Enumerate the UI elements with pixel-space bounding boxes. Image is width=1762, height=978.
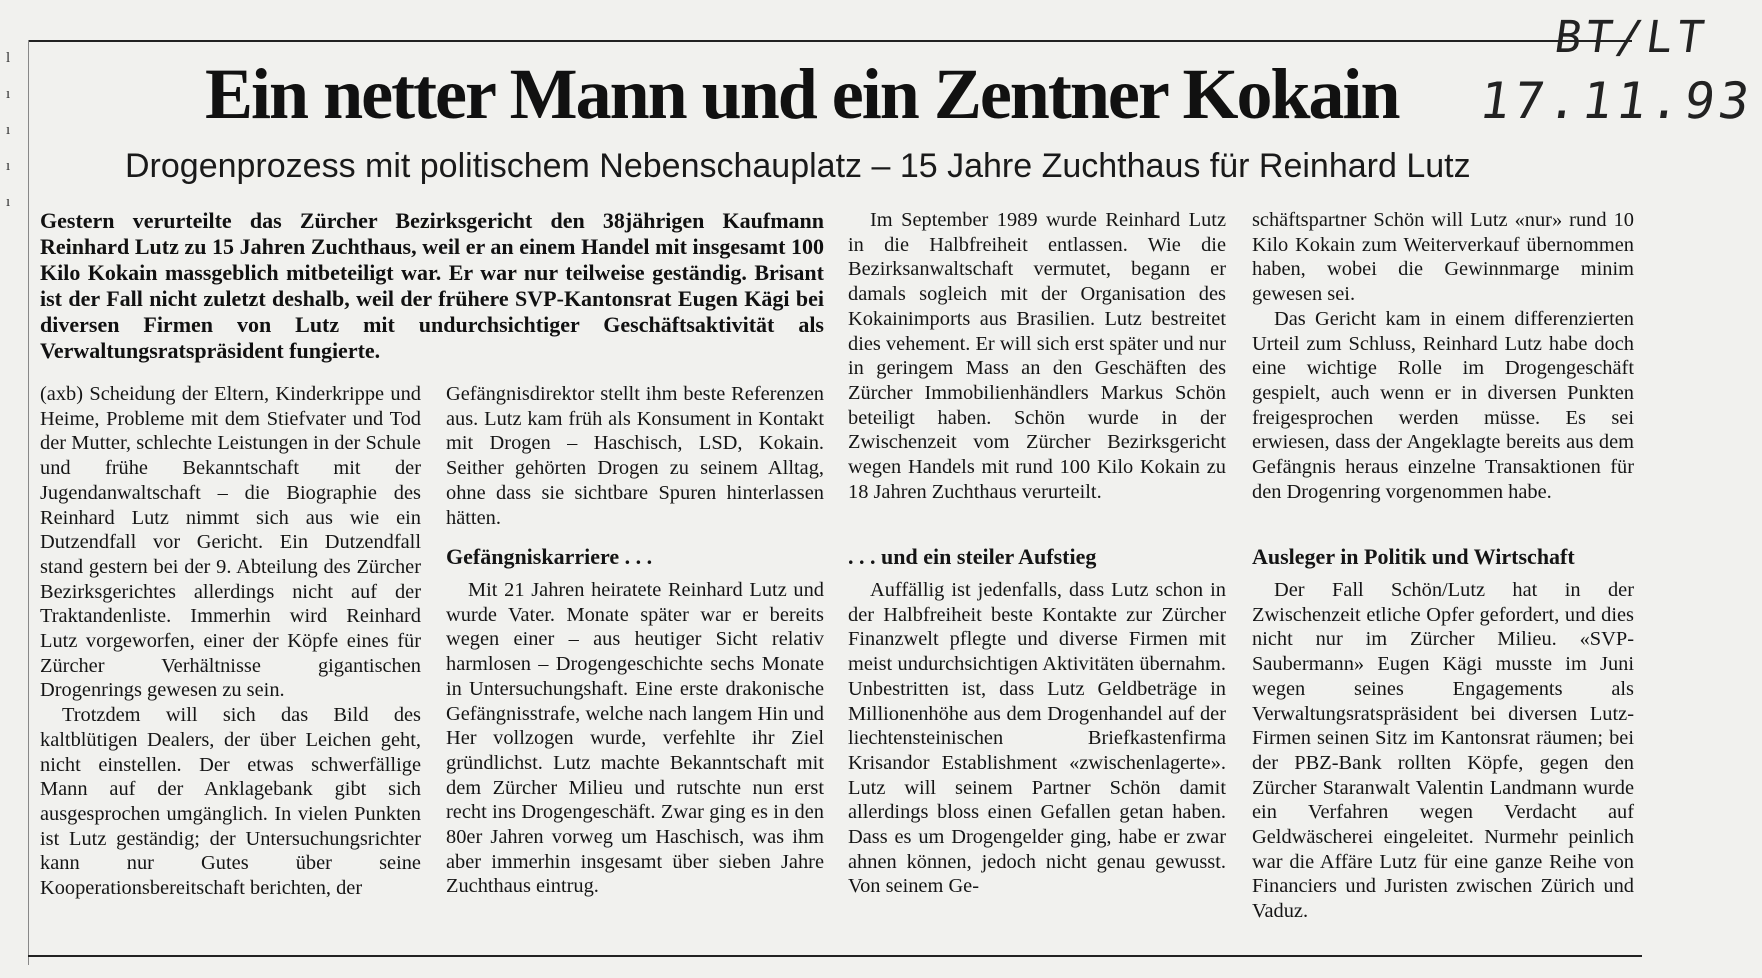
bottom-rule xyxy=(28,955,1642,957)
column-1-paragraph-2: Trotzdem will sich das Bild des kaltblütigen Dealers, der über Leichen geht, nicht einstellen. Der etwas schwerfällige Mann auf der Anklagebank gibt sich ausgesprochen umgänglich. In vielen Punkten ist Lutz geständig; der Untersuchungsrichter kann nur Gutes über seine Kooperationsbereitschaft berichten, der xyxy=(40,704,421,900)
column-2-subhead: Gefängniskarriere . . . xyxy=(446,544,653,569)
column-4-paragraph-3: Der Fall Schön/Lutz hat in der Zwischenzeit etliche Opfer gefordert, und dies nicht nur im Zürcher Milieu. «SVP-Saubermann» Eugen Kägi musste im Juni wegen seines Engagements als Verwaltungsratspräsident bei diversen Lutz-Firmen seinen Sitz im Kantonsrat räumen; bei der PBZ-Bank rollten Köpfe, gegen den Zürcher Staranwalt Valentin Landmann wurde ein Verfahren wegen Verdacht auf Geldwäscherei eingeleitet. Nurmehr peinlich war die Affäre Lutz für eine ganze Reihe von Financiers und Juristen zwischen Zürich und Vaduz. xyxy=(1252,579,1634,923)
column-3-paragraph-1: Im September 1989 wurde Reinhard Lutz in die Halbfreiheit entlassen. Wie die Bezirksanwaltschaft vermutet, begann er damals sogleich mit der Organisation des Kokainimports aus Brasilien. Lutz bestreitet dies vehement. Er will sich erst später und nur in geringem Mass an den Geschäften des Zürcher Immobilienhändlers Markus Schön beteiligt haben. Schön wurde in der Zwischenzeit vom Zürcher Bezirksgericht wegen Handels mit rund 100 Kilo Kokain zu 18 Jahren Zuchthaus verurteilt. xyxy=(848,209,1226,503)
lead-paragraph: Gestern verurteilte das Zürcher Bezirksgericht den 38jährigen Kaufmann Reinhard Lutz zu 15 Jahren Zuchthaus, weil er an einem Handel mit insgesamt 100 Kilo Kokain massgeblich mitbeteiligt war. Er war nur teilweise geständig. Brisant ist der Fall nicht zuletzt deshalb, weil der frühere SVP-Kantonsrat Eugen Kägi bei diversen Firmen von Lutz mit undurchsichtiger Geschäftsaktivität als Verwaltungsratspräsident fungierte. xyxy=(40,208,824,363)
column-2-bottom xyxy=(446,578,824,899)
column-2-top xyxy=(446,382,824,530)
column-2-paragraph-2: Mit 21 Jahren heiratete Reinhard Lutz und wurde Vater. Monate später war er bereits wegen einer – aus heutiger Sicht relativ harmlosen – Drogengeschichte sechs Monate in Untersuchungshaft. Eine erste drakonische Gefängnisstrafe, welche nach langem Hin und Her vollzogen wurde, verfehlte ihr Ziel gründlichst. Lutz machte Bekanntschaft mit dem Zürcher Milieu und rutschte nun erst recht ins Drogengeschäft. Zwar ging es in den 80er Jahren vorweg um Haschisch, was ihm aber immerhin insgesamt über sieben Jahre Zuchthaus eintrug. xyxy=(446,579,824,898)
column-4-paragraph-2: Das Gericht kam in einem differenzierten Urteil zum Schluss, Reinhard Lutz habe doch eine wichtige Rolle im Drogengeschäft gespielt, auch wenn er in diversen Punkten freigesprochen werden müsse. Es sei erwiesen, dass der Angeklagte bereits aus dem Gefängnis heraus einzelne Transaktionen für den Drogenring vorgenommen habe. xyxy=(1252,307,1634,503)
column-1 xyxy=(40,382,421,901)
column-1-paragraph-1: (axb) Scheidung der Eltern, Kinderkrippe und Heime, Probleme mit dem Stiefvater und Tod der Mutter, schlechte Leistungen in der Schule und frühe Bekanntschaft mit der Jugendanwaltschaft – die Biographie des Reinhard Lutz nimmt sich aus wie ein Dutzendfall vor Gericht. Ein Dutzendfall stand gestern bei der 9. Abteilung des Zürcher Bezirksgerichtes allerdings nicht auf der Traktandenliste. Immerhin wird Reinhard Lutz vorgeworfen, einer der Köpfe eines für Zürcher Verhältnisse gigantischen Drogenrings gewesen zu sein. xyxy=(40,383,421,702)
handwritten-date: 17.11.93 xyxy=(1475,72,1757,130)
headline: Ein netter Mann und ein Zentner Kokain xyxy=(205,54,1399,134)
subheadline: Drogenprozess mit politischem Nebenschauplatz – 15 Jahre Zuchthaus für Reinhard Lutz xyxy=(125,147,1471,185)
handwritten-note xyxy=(1475,8,1757,138)
column-4-paragraph-1: schäftspartner Schön will Lutz «nur» rund 10 Kilo Kokain zum Weiterverkauf übernommen haben, wobei die Gewinnmarge minim gewesen sei. xyxy=(1252,209,1634,306)
column-4-top xyxy=(1252,208,1634,504)
column-3-subhead: . . . und ein steiler Aufstieg xyxy=(848,544,1097,569)
handwritten-source: BT/LT xyxy=(1551,12,1712,63)
left-rule xyxy=(28,40,29,965)
column-2-paragraph-1: Gefängnisdirektor stellt ihm beste Referenzen aus. Lutz kam früh als Konsument in Kontakt mit Drogen – Haschisch, LSD, Kokain. Seither gehörten Drogen zu seinem Alltag, ohne dass sie sichtbare Spuren hinterlassen hätten. xyxy=(446,383,824,529)
margin-marks: l ı ı ı ı xyxy=(6,50,11,210)
column-3-paragraph-2: Auffällig ist jedenfalls, dass Lutz schon in der Halbfreiheit beste Kontakte zur Zürcher Finanzwelt pflegte und diverse Firmen mit meist undurchsichtigen Aktivitäten übernahm. Unbestritten ist, dass Lutz Geldbeträge in Millionenhöhe aus dem Drogenhandel auf der liechtensteinischen Briefkastenfirma Krisandor Establishment «zwischenlagerte». Lutz will seinem Partner Schön damit allerdings bloss einen Gefallen getan haben. Dass es um Drogengelder ging, habe er zwar ahnen können, jedoch nicht genau gewusst. Von seinem Ge- xyxy=(848,579,1226,898)
column-3-bottom xyxy=(848,578,1226,899)
top-rule xyxy=(28,40,1632,42)
column-4-bottom xyxy=(1252,578,1634,924)
column-3-top xyxy=(848,208,1226,504)
column-4-subhead: Ausleger in Politik und Wirtschaft xyxy=(1252,544,1575,569)
